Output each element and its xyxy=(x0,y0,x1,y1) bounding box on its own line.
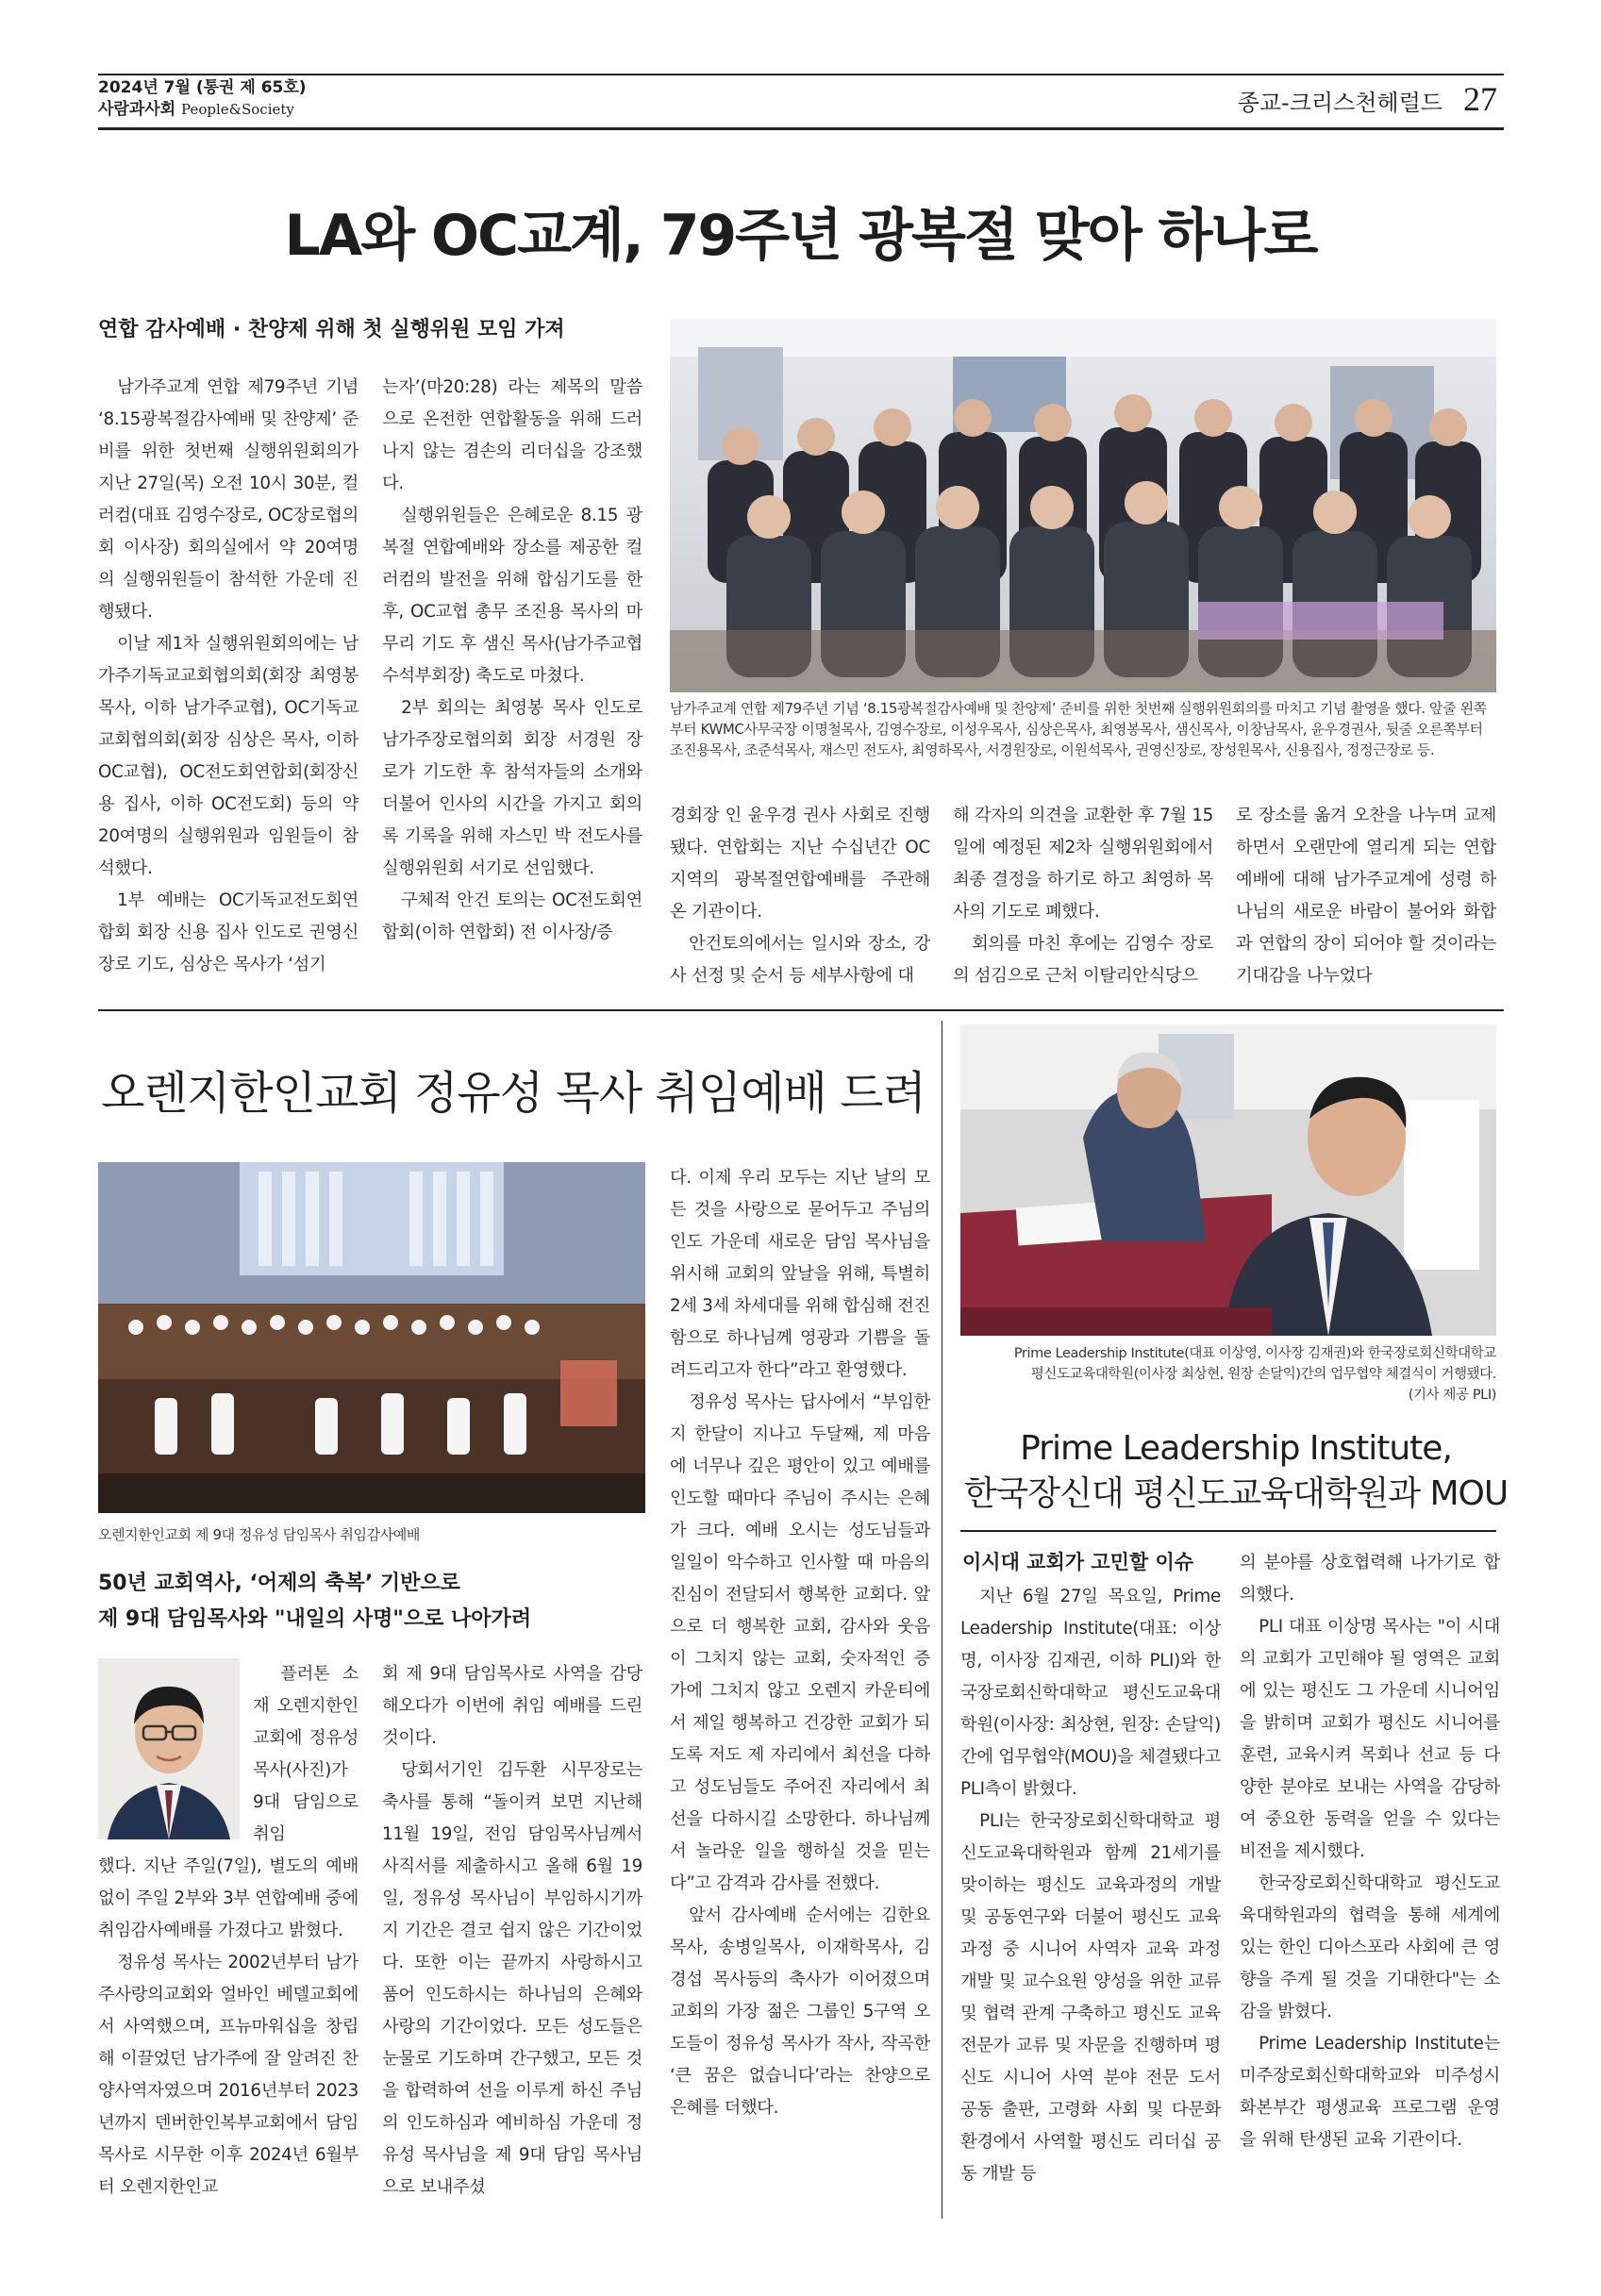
article2-col1 xyxy=(98,1851,359,2221)
article1-col4 xyxy=(953,800,1213,1004)
paragraph: 앞서 감사예배 순서에는 김한요 목사, 송병일목사, 이재학목사, 김경섭 목사등의 축사가 이어졌으며 교회의 가장 젊은 그룹인 5구역 오도들이 정유성 목사가 작사, 작곡한 ‘큰 꿈은 없습니다’라는 찬양으로 은혜를 더했다. xyxy=(670,1905,930,2118)
article3-col2 xyxy=(1240,1547,1500,2222)
paragraph: 해 각자의 의견을 교환한 후 7월 15일에 예정된 제2차 실행위원회에서 최종 결정을 하기로 하고 최영하 목사의 기도로 폐했다. xyxy=(953,806,1213,922)
article2-choir-photo xyxy=(98,1162,645,1513)
article1-headline: LA와 OC교계, 79주년 광복절 맞아 하나로 xyxy=(284,203,1317,269)
article1-subheadline: 연합 감사예배 · 찬양제 위해 첫 실행위원 모임 가져 xyxy=(98,318,565,341)
paragraph: 남가주교계 연합 제79주년 기념 ‘8.15광복절감사예배 및 찬양제’ 준비를 위한 첫번째 실행위원회의가 지난 27일(목) 오전 10시 30분, 컬러컴(대표 김영수장로, OC장로협의회 이사장) 회의실에서 약 20여명의 실행위원들이 참석한 가운데 진행됐다. xyxy=(98,377,359,622)
paragraph: 2부 회의는 최영봉 목사 인도로 남가주장로협의회 회장 서경원 장로가 기도한 후 참석자들의 소개와 더불어 인사의 시간을 가지고 회의록 기록을 위해 자스민 박 전도사를 실행위원회 서기로 선임했다. xyxy=(382,698,642,878)
mou-photo-image xyxy=(960,1024,1496,1336)
paragraph: 한국장로회신학대학교 평신도교육대학원과의 협력을 통해 세계에 있는 한인 디아스포라 사회에 큰 영향을 주게 될 것을 기대한다"는 소감을 밝혔다. xyxy=(1240,1873,1500,2021)
section-name: 종교-크리스천헤럴드 xyxy=(1237,90,1443,116)
article3-headline xyxy=(958,1426,1514,1517)
article3-photo-caption xyxy=(960,1343,1496,1406)
paragraph: 했다. 지난 주일(7일), 별도의 예배없이 주일 2부와 3부 연합예배 중에 취임감사예배를 가졌다고 밝혔다. xyxy=(98,1856,359,1940)
article2-subheadline xyxy=(98,1566,531,1638)
header-bottom-rule xyxy=(98,127,1504,130)
masthead-left xyxy=(98,77,307,121)
article3-headline-line1: Prime Leadership Institute, xyxy=(1020,1429,1452,1468)
article1-bottom-rule xyxy=(98,1009,1504,1011)
article2-col3 xyxy=(670,1162,930,2221)
article2-col1-narrow xyxy=(253,1658,359,1851)
article1-photo-caption: 남가주교계 연합 제79주년 기념 ‘8.15광복절감사예배 및 찬양제’ 준비를 위한 첫번째 실행위원회의를 마치고 기념 촬영을 했다. 앞줄 왼쪽부터 KWMC사무국장 이명철목사, 김영수장로, 이성우목사, 심상은목사, 최영봉목사, 샘신목사, 이창남목사, 윤우경권사, 뒷줄 오른쪽부터 조진용목사, 조준석목사, 재스민 전도사, 최영하목사, 서경원장로, 이원석목사, 권영신장로, 장성원목사, 신용집사, 정정근장로 등. xyxy=(670,700,1487,758)
paragraph: 정유성 목사는 2002년부터 남가주사랑의교회와 얼바인 베델교회에서 사역했으며, 프뉴마워십을 창립해 이끌었던 남가주에 잘 알려진 찬양사역자였으며 2016년부터 2023년까지 덴버한인복부교회에서 담임목사로 시무한 이후 2024년 6월부터 오렌지한인교 xyxy=(98,1953,359,2197)
group-photo-image xyxy=(670,319,1496,692)
paragraph: 당회서기인 김두환 시무장로는 축사를 통해 “돌이켜 보면 지난해 11월 19일, 전임 담임목사님께서 사직서를 제출하시고 올해 6월 19일, 정유성 목사님이 부임하시기까지 기간은 결코 쉽지 않은 기간이었다. 또한 이는 끝까지 사랑하시고 품어 인도하시는 하나님의 은혜와 사랑의 기간이었다. 모든 성도들은 눈물로 기도하며 간구했고, 모든 것을 합력하여 선을 이루게 하신 주님의 인도하심과 예비하심 가운데 정유성 목사님을 제 9대 담임 목사님으로 보내주셨 xyxy=(382,1760,642,2197)
article3-mou-photo xyxy=(960,1024,1496,1336)
article2-photo-caption: 오렌지한인교회 제 9대 정유성 담임목사 취임감사예배 xyxy=(98,1526,420,1543)
article3-photo-credit: (기사 제공 PLI) xyxy=(1408,1388,1496,1403)
masthead-right xyxy=(1238,79,1497,119)
paragraph: PLI는 한국장로회신학대학교 평신도교육대학원과 함께 21세기를 맞이하는 평신도 교육과정의 개발 및 공동연구와 더불어 평신도 교육과정 중 시니어 사역자 교육 과정 개발 및 교수요원 양성을 위한 교류 및 협력 관계 구축하고 평신도 교육 전문가 교류 및 자문을 진행하며 평신도 시니어 사역 분야 전문 도서 공동 출판, 고령화 사회 및 다문화 환경에서 사역할 평신도 리더십 공동 개발 등 xyxy=(960,1811,1221,2184)
pastor-portrait xyxy=(98,1658,240,1839)
article2-subheadline-line2: 제 9대 담임목사와 "내일의 사명"으로 나아가려 xyxy=(98,1607,532,1631)
paragraph: 의 분야를 상호협력해 나가기로 합의했다. xyxy=(1240,1553,1500,1605)
paragraph: Prime Leadership Institute는 미주장로회신학대학교와 미주성시화본부간 평생교육 프로그램 운영을 위해 탄생된 교육 기관이다. xyxy=(1240,2034,1500,2150)
article3-headline-rule xyxy=(960,1530,1496,1532)
page-number: 27 xyxy=(1463,80,1497,118)
choir-photo-image xyxy=(98,1162,645,1513)
article3-photo-caption-line2: 평신도교육대학원(이사장 최상현, 원장 손달익)간의 업무협약 체결식이 거행됐다. xyxy=(1030,1367,1496,1382)
article3-headline-line2: 한국장신대 평신도교육대학원과 MOU xyxy=(963,1474,1509,1513)
article2-col2 xyxy=(382,1658,642,2221)
paragraph: 안건토의에서는 일시와 장소, 강사 선정 및 순서 등 세부사항에 대 xyxy=(670,934,930,986)
paragraph: PLI 대표 이상명 목사는 "이 시대의 교회가 고민해야 될 영역은 교회에 있는 평신도 그 가운데 시니어임을 밝히며 교회가 평신도 시니어를 훈련, 교육시켜 목회나 선교 등 다양한 분야로 보내는 사역을 감당하여 중요한 동력을 얻을 수 있다는 비전을 제시했다. xyxy=(1240,1617,1500,1861)
paragraph: 는자’(마20:28) 라는 제목의 말씀으로 온전한 연합활동을 위해 드러나지 않는 겸손의 리더십을 강조했다. xyxy=(382,377,642,493)
article1-col2 xyxy=(382,372,642,1004)
article3-col1 xyxy=(960,1581,1221,2222)
article3-subheadline: 이시대 교회가 고민할 이슈 xyxy=(962,1551,1194,1573)
article2-headline: 오렌지한인교회 정유성 목사 취임예배 드려 xyxy=(101,1067,926,1120)
publication-name xyxy=(98,99,307,121)
article1-group-photo xyxy=(670,319,1496,692)
paragraph: 로 장소를 옮겨 오찬을 나누며 교제하면서 오랜만에 열리게 되는 연합예배에 대해 남가주교계에 성령 하나님의 새로운 바람이 불어와 화합과 연합의 장이 되어야 할 것이라는 기대감을 나누었다 xyxy=(1236,806,1496,986)
article3-photo-caption-line1: Prime Leadership Institute(대표 이상영, 이사장 김재권)와 한국장로회신학대학교 xyxy=(1013,1346,1496,1361)
paragraph: 1부 예배는 OC기독교전도회연합회 회장 신용 집사 인도로 권영신 장로 기도, 심상은 목사가 ‘섬기 xyxy=(98,890,359,974)
paragraph: 구체적 안건 토의는 OC전도회연합회(이하 연합회) 전 이사장/증 xyxy=(382,890,642,942)
article2-subheadline-line1: 50년 교회역사, ‘어제의 축복’ 기반으로 xyxy=(98,1572,460,1595)
paragraph: 이날 제1차 실행위원회의에는 남가주기독교교회협의회(회장 최영봉 목사, 이하 남가주교협), OC기독교교회협의회(회장 심상은 목사, 이하 OC교협), OC전도회연합회(회장신용 집사, 이하 OC전도회) 등의 약 20여명의 실행위원과 임원들이 참석했다. xyxy=(98,634,359,878)
article1-col5 xyxy=(1236,800,1496,1004)
paragraph: 회의를 마친 후에는 김영수 장로의 섬김으로 근처 이탈리안식당으 xyxy=(953,934,1213,986)
pastor-portrait-image xyxy=(98,1658,240,1839)
publication-name-en: People&Society xyxy=(181,101,294,118)
article1-col3 xyxy=(670,800,930,1004)
paragraph: 회 제 9대 담임목사로 사역을 감당해오다가 이번에 취임 예배를 드린 것이다. xyxy=(382,1664,642,1748)
article1-col1 xyxy=(98,372,359,1004)
paragraph: 지난 6월 27일 목요일, Prime Leadership Institute(대표: 이상명, 이사장 김재권, 이하 PLI)와 한국장로회신학대학교 평신도교육대학원(이사장: 최상현, 원장: 손달익) 간에 업무협약(MOU)을 체결됐다고 PLI측이 밝혔다. xyxy=(960,1587,1221,1799)
publication-name-kr: 사람과사회 xyxy=(98,100,176,119)
paragraph: 실행위원들은 은혜로운 8.15 광복절 연합예배와 장소를 제공한 컬러컴의 발전을 위해 합심기도를 한 후, OC교협 총무 조진용 목사의 마무리 기도 후 샘신 목사(남가주교협 수석부회장) 축도로 마쳤다. xyxy=(382,506,642,686)
paragraph: 정유성 목사는 답사에서 “부임한지 한달이 지나고 두달째, 제 마음에 너무나 깊은 평안이 있고 예배를 인도할 때마다 주님이 주시는 은혜가 크다. 예배 오시는 성도님들과 일일이 악수하고 인사할 때 마음의 진심이 전달되서 행복한 교회다. 앞으로 더 행복한 교회, 감사와 웃음이 그치지 않는 교회, 숫자적인 증가에 그치지 않고 오렌지 카운티에서 제일 행복하고 건강한 교회가 되도록 저도 제 자리에서 최선을 다하고 성도님들도 주어진 자리에서 최선을 다하시길 소망한다. 하나님께서 놀라운 일을 행하실 것을 믿는다”고 감격과 감사를 전했다. xyxy=(670,1392,930,1893)
paragraph: 플러톤 소재 오렌지한인교회에 정유성 목사(사진)가 9대 담임으로 취임 xyxy=(253,1664,359,1844)
paragraph: 경회장 인 윤우경 권사 사회로 진행됐다. 연합회는 지난 수십년간 OC지역의 광복절연합예배를 주관해 온 기관이다. xyxy=(670,806,930,922)
paragraph: 다. 이제 우리 모두는 지난 날의 모든 것을 사랑으로 묻어두고 주님의 인도 가운데 새로운 담임 목사님을 위시해 교회의 앞날을 위해, 특별히 2세 3세 차세대를 위해 합심해 전진함으로 하나님께 영광과 기쁨을 돌려드리고자 한다”라고 환영했다. xyxy=(670,1168,930,1380)
header-top-rule xyxy=(98,74,1504,75)
issue-info: 2024년 7월 (통권 제 65호) xyxy=(98,78,307,97)
